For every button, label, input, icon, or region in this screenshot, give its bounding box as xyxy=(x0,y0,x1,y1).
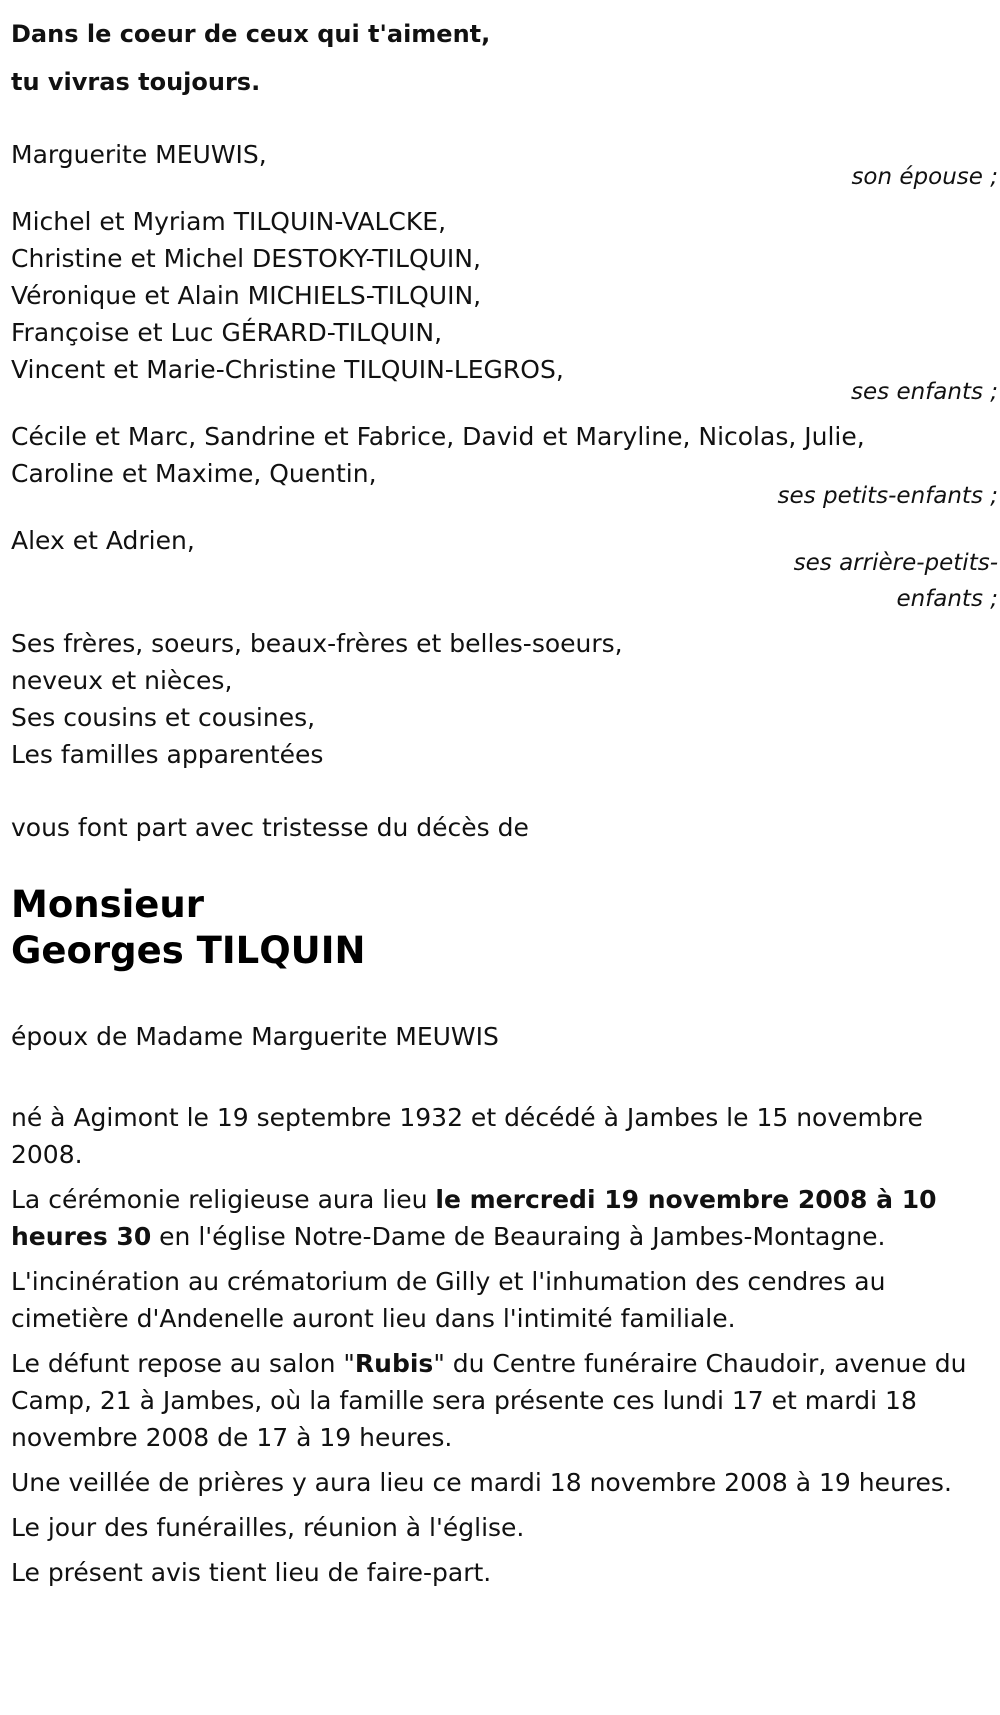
family-line-2: neveux et nièces, xyxy=(11,666,233,695)
great-grandchildren-line-1: Alex et Adrien, xyxy=(11,526,195,555)
deceased-title: Monsieur xyxy=(11,883,204,926)
epigraph-line-1: Dans le coeur de ceux qui t'aiment, xyxy=(11,20,491,48)
announcement-text: vous font part avec tristesse du décès de xyxy=(11,813,529,842)
ceremony-datetime: le mercredi 19 novembre 2008 à 10 heures 30 xyxy=(11,1185,937,1251)
obituary-content xyxy=(11,10,998,1591)
grandchildren-role: ses petits-enfants ; xyxy=(777,483,998,509)
spouse-section xyxy=(11,136,998,195)
great-grandchildren-role-line-1: ses arrière-petits- xyxy=(793,550,998,576)
child-line-2: Christine et Michel DESTOKY-TILQUIN, xyxy=(11,244,481,273)
birth-death-text: né à Agimont le 19 septembre 1932 et décédé à Jambes le 15 novembre 2008. xyxy=(11,1103,923,1169)
children-role: ses enfants ; xyxy=(851,379,998,405)
notice-text: Le présent avis tient lieu de faire-part. xyxy=(11,1558,492,1587)
children-section xyxy=(11,203,998,410)
funeral-day-text: Le jour des funérailles, réunion à l'église. xyxy=(11,1513,525,1542)
grandchildren-line-2: Caroline et Maxime, Quentin, xyxy=(11,459,377,488)
rest-text xyxy=(11,1345,998,1456)
spouse-name: Marguerite MEUWIS, xyxy=(11,140,267,169)
family-line-1: Ses frères, soeurs, beaux-frères et belles-soeurs, xyxy=(11,629,623,658)
deceased-name-block xyxy=(11,882,998,974)
child-line-5: Vincent et Marie-Christine TILQUIN-LEGROS, xyxy=(11,355,564,384)
great-grandchildren-role-line-2: enfants ; xyxy=(896,586,998,612)
deceased-name: Georges TILQUIN xyxy=(11,929,366,972)
grandchildren-line-1: Cécile et Marc, Sandrine et Fabrice, David et Maryline, Nicolas, Julie, xyxy=(11,422,865,451)
spouse-role: son épouse ; xyxy=(851,164,998,190)
grandchildren-section xyxy=(11,418,998,514)
epigraph-line-2: tu vivras toujours. xyxy=(11,68,261,96)
ceremony-prefix: La cérémonie religieuse aura lieu xyxy=(11,1185,436,1214)
salon-name: Rubis xyxy=(354,1349,434,1378)
child-line-3: Véronique et Alain MICHIELS-TILQUIN, xyxy=(11,281,482,310)
cremation-text: L'incinération au crématorium de Gilly et l'inhumation des cendres au cimetière d'Andenelle auront lieu dans l'intimité familiale. xyxy=(11,1267,886,1333)
ceremony-text xyxy=(11,1181,998,1255)
extended-family-section xyxy=(11,625,998,773)
family-line-3: Ses cousins et cousines, xyxy=(11,703,316,732)
rest-suffix: " du Centre funéraire Chaudoir, avenue du Camp, 21 à Jambes, où la famille sera présente ces lundi 17 et mardi 18 novembre 2008 de 17 à 19 heures. xyxy=(11,1349,967,1452)
vigil-text: Une veillée de prières y aura lieu ce mardi 18 novembre 2008 à 19 heures. xyxy=(11,1468,952,1497)
family-line-4: Les familles apparentées xyxy=(11,740,324,769)
child-line-1: Michel et Myriam TILQUIN-VALCKE, xyxy=(11,207,447,236)
spouse-of-text: époux de Madame Marguerite MEUWIS xyxy=(11,1022,499,1051)
ceremony-suffix: en l'église Notre-Dame de Beauraing à Jambes-Montagne. xyxy=(151,1222,886,1251)
great-grandchildren-section xyxy=(11,522,998,617)
child-line-4: Françoise et Luc GÉRARD-TILQUIN, xyxy=(11,318,443,347)
rest-prefix: Le défunt repose au salon " xyxy=(11,1349,355,1378)
